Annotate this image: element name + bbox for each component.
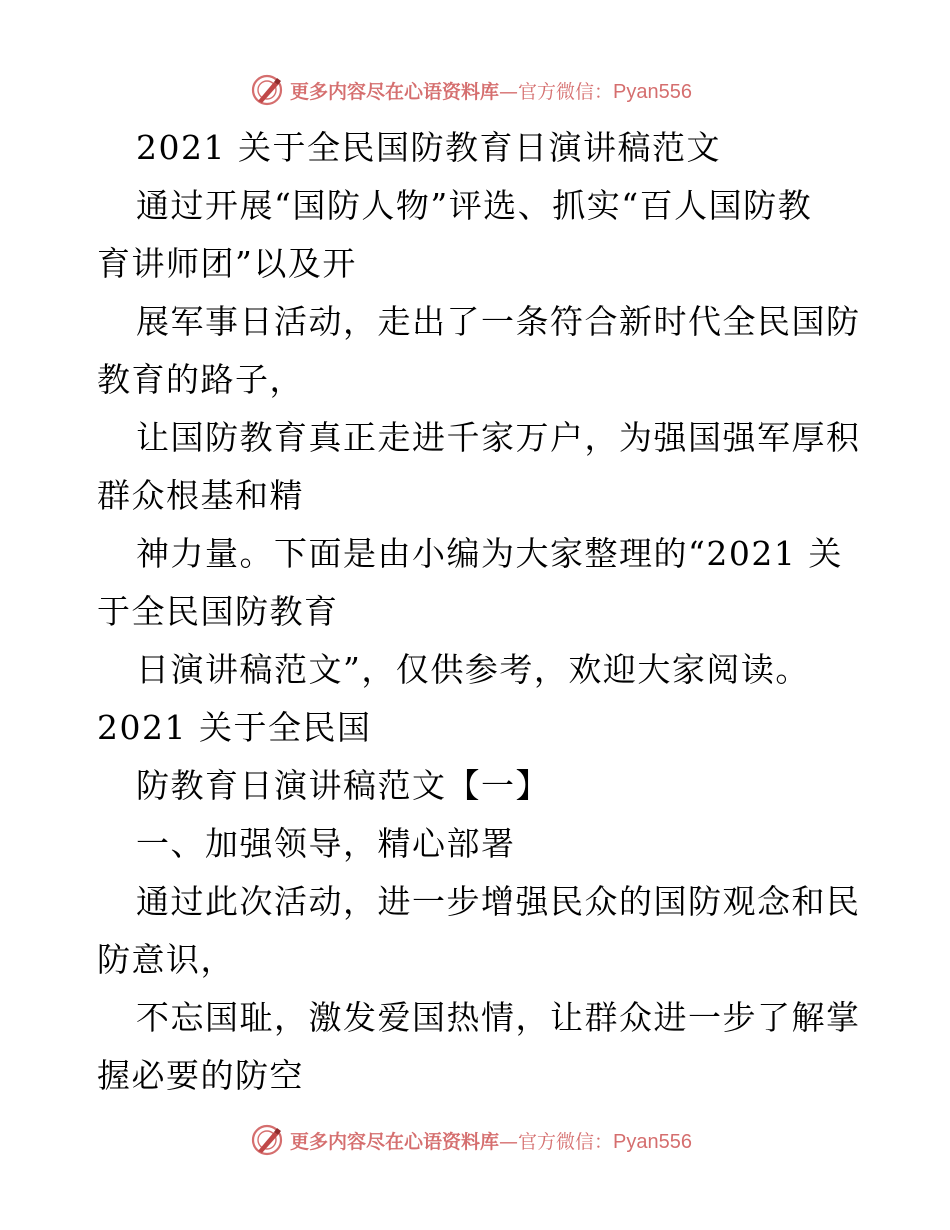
paragraph-line: 2021 关于全民国 (97, 708, 372, 747)
paragraph-line: 防意识， (97, 940, 235, 979)
paragraph-line: 教育的路子， (97, 360, 304, 399)
paragraph-line: 育讲师团”以及开 (97, 244, 357, 283)
banner-site-name: 更多内容尽在心语资料库 (290, 1130, 500, 1153)
pen-logo-icon (250, 1123, 284, 1157)
subsection-heading: 一、加强领导，精心部署 (136, 824, 516, 863)
paragraph-line: 神力量。下面是由小编为大家整理的“2021 关 (136, 534, 843, 573)
header-banner (0, 70, 950, 110)
banner-wechat-label: 官方微信： (518, 80, 614, 103)
footer-banner (0, 1120, 950, 1160)
pen-logo-icon (250, 73, 284, 107)
paragraph-line: 群众根基和精 (97, 476, 304, 515)
paragraph-line: 不忘国耻，激发爱国热情，让群众进一步了解掌 (136, 998, 861, 1037)
section-heading: 防教育日演讲稿范文【一】 (136, 766, 550, 805)
banner-wechat-id: Pyan556 (613, 80, 692, 103)
banner-dash: — (499, 80, 519, 103)
document-title: 2021 关于全民国防教育日演讲稿范文 (136, 128, 721, 167)
paragraph-line: 通过此次活动，进一步增强民众的国防观念和民 (136, 882, 861, 921)
paragraph-line: 日演讲稿范文”，仅供参考，欢迎大家阅读。 (136, 650, 810, 689)
paragraph-line: 展军事日活动，走出了一条符合新时代全民国防 (136, 302, 861, 341)
paragraph-line: 握必要的防空 (97, 1056, 304, 1095)
banner-wechat-id: Pyan556 (613, 1130, 692, 1153)
banner-dash: — (499, 1130, 519, 1153)
banner-site-name: 更多内容尽在心语资料库 (290, 80, 500, 103)
paragraph-line: 于全民国防教育 (97, 592, 339, 631)
banner-wechat-label: 官方微信： (518, 1130, 614, 1153)
paragraph-line: 让国防教育真正走进千家万户，为强国强军厚积 (136, 418, 861, 457)
paragraph-line: 通过开展“国防人物”评选、抓实“百人国防教 (136, 186, 813, 225)
